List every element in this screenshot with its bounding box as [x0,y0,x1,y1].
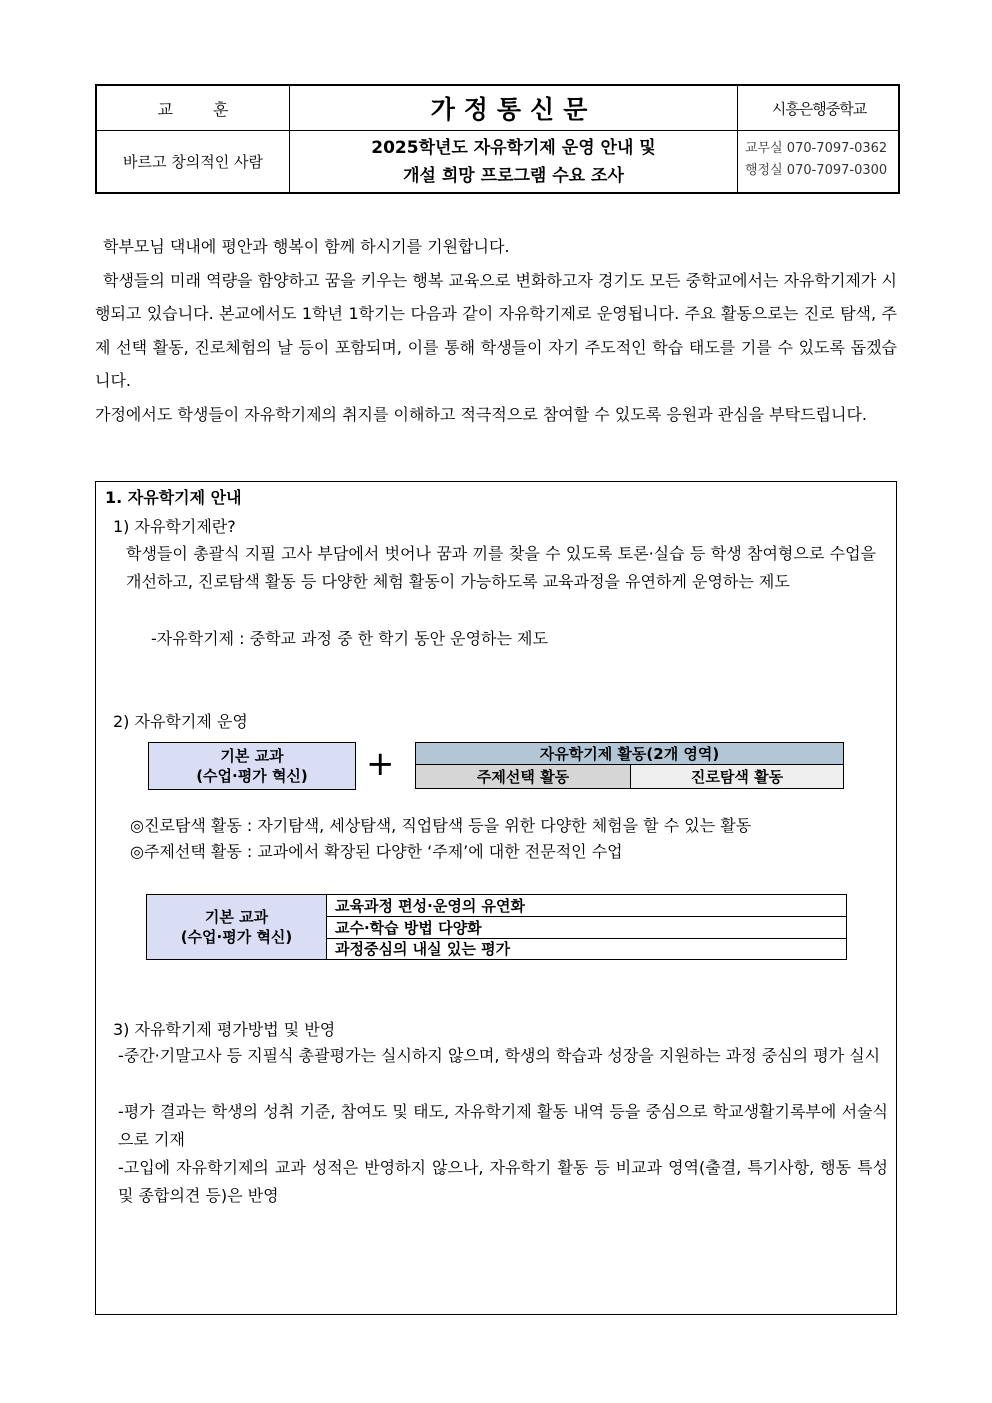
header-table [95,84,900,194]
bullet-topic: ◎주제선택 활동 : 교과에서 확장된 다양한 ‘주제’에 대한 전문적인 수업 [130,842,623,861]
definition-note: -자유학기제 : 중학교 과정 중 한 학기 동안 운영하는 제도 [151,629,548,648]
notice-title [290,131,737,192]
section-title: 1. 자유학기제 안내 [105,488,242,507]
basic-subject-box [148,742,356,790]
contact-admin: 행정실 070-7097-0300 [745,163,888,178]
evaluation-item: -고입에 자유학기제의 교과 성적은 반영하지 않으나, 자유학기 활동 등 비교과 영역(출결, 특기사항, 행동 특성 및 종합의견 등)은 반영 [118,1158,888,1205]
school-motto: 바르고 창의적인 사람 [123,153,263,171]
subsection-3-title: 3) 자유학기제 평가방법 및 반영 [113,1020,336,1039]
evaluation-item: -평가 결과는 학생의 성취 기준, 참여도 및 태도, 자유학기제 활동 내역 등을 중심으로 학교생활기록부에 서술식으로 기재 [118,1102,888,1149]
plus-sign: + [366,744,395,784]
basic-subject-box-2 [146,894,327,960]
page-title: 가정통신문 [430,95,597,124]
reform-item: 교육과정 편성·운영의 유연화 [326,894,847,917]
subsection-2-title: 2) 자유학기제 운영 [113,712,248,731]
reform-item: 교수·학습 방법 다양화 [326,916,847,939]
subsection-1-title: 1) 자유학기제란? [113,517,236,536]
info-box [95,481,897,1315]
basic-subject-sub: (수업·평가 혁신) [196,767,308,785]
intro-request: 가정에서도 학생들이 자유학기제의 취지를 이해하고 적극적으로 참여할 수 있도록 응원과 관심을 부탁드립니다. [95,404,868,424]
reform-item: 과정중심의 내실 있는 평가 [326,938,847,960]
activity-header: 자유학기제 활동(2개 영역) [415,742,844,765]
notice-title-line1: 2025학년도 자유학기제 운영 안내 및 [371,137,656,158]
motto-label: 교훈 [157,99,269,119]
evaluation-item: -중간·기말고사 등 지필식 총괄평가는 실시하지 않으며, 학생의 학습과 성장을 지원하는 과정 중심의 평가 실시 [118,1046,881,1065]
activity-career-explore: 진로탐색 활동 [630,764,844,789]
activity-topic-select: 주제선택 활동 [415,764,631,789]
intro-paragraph: 학생들의 미래 역량을 함양하고 꿈을 키우는 행복 교육으로 변화하고자 경기도 모든 중학교에서는 자유학기제가 시행되고 있습니다. 본교에서도 1학년 1학기는 다음과 같이 자유학기제로 운영됩니다. 주요 활동으로는 진로 탐색, 주제 선택 활동, 진로체험의 날 등이 포함되며, 이를 통해 학생들이 자기 주도적인 학습 태도를 기를 수 있도록 돕겠습니다. [95,270,897,390]
notice-title-line2: 개설 희망 프로그램 수요 조사 [403,165,624,186]
intro-greeting: 학부모님 댁내에 평안과 행복이 함께 하시기를 기원합니다. [103,237,510,256]
bullet-career: ◎진로탐색 활동 : 자기탐색, 세상탐색, 직업탐색 등을 위한 다양한 체험을 할 수 있는 활동 [130,816,752,835]
contact-office: 교무실 070-7097-0362 [745,141,888,156]
basic-subject-label: 기본 교과 [204,908,269,926]
definition-text: 학생들이 총괄식 지필 고사 부담에서 벗어나 꿈과 끼를 찾을 수 있도록 토론·실습 등 학생 참여형으로 수업을 개선하고, 진로탐색 활동 등 다양한 체험 활동이 가능하도록 교육과정을 유연하게 운영하는 제도 [126,544,876,591]
contacts [745,138,900,182]
basic-subject-label: 기본 교과 [220,747,284,765]
school-name: 시흥은행중학교 [771,99,867,118]
basic-subject-sub: (수업·평가 혁신) [180,928,293,946]
intro-text [95,230,897,431]
